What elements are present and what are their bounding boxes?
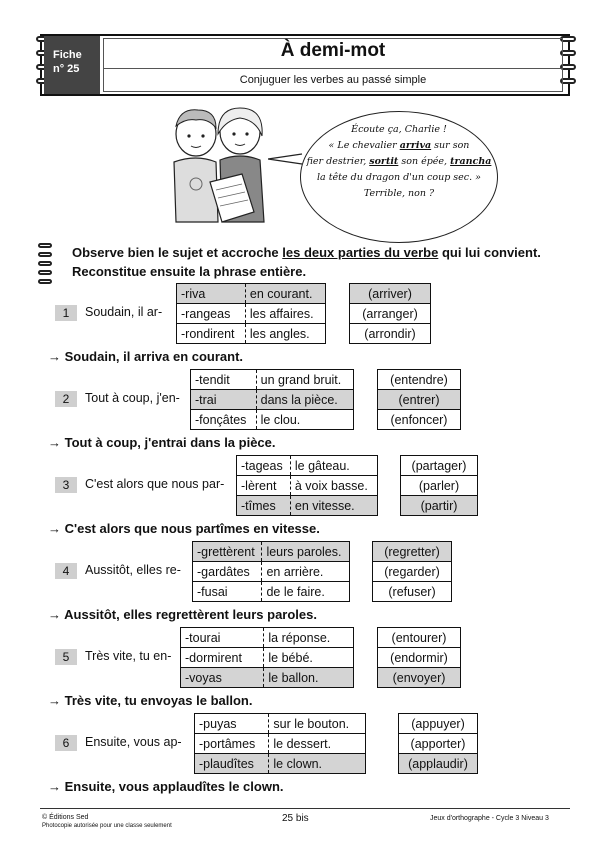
instruction-line-2: Reconstitue ensuite la phrase entière. (72, 264, 307, 279)
infinitive: (partir) (401, 496, 478, 516)
footer-page-number: 25 bis (282, 813, 309, 824)
instruction-line-1: Observe bien le sujet et accroche les deux parties du verbe qui lui convient. (72, 245, 541, 260)
ending-row[interactable]: -tourai la réponse. (181, 628, 354, 648)
instruction-rings-icon (38, 243, 56, 288)
infinitive-table (377, 369, 461, 430)
infinitive-table (372, 541, 452, 602)
infinitive: (entourer) (378, 628, 461, 648)
exercise-lead: Tout à coup, j'en- (85, 391, 180, 405)
exercise-answer: → Aussitôt, elles regrettèrent leurs paroles. (48, 607, 317, 622)
exercise-lead: Ensuite, vous ap- (85, 735, 182, 749)
infinitive: (appuyer) (399, 714, 478, 734)
bubble-line-3: fier destrier, sortit son épée, trancha (306, 156, 492, 167)
infinitive: (enfoncer) (378, 410, 461, 430)
exercise-answer: → Ensuite, vous applaudîtes le clown. (48, 779, 284, 794)
infinitive: (regretter) (373, 542, 452, 562)
bubble-line-1: Écoute ça, Charlie ! (351, 124, 447, 135)
ending-row[interactable]: -portâmes le dessert. (195, 734, 366, 754)
exercise-number: 4 (55, 563, 77, 579)
infinitive: (refuser) (373, 582, 452, 602)
title-divider (103, 68, 563, 69)
exercise-answer: → Tout à coup, j'entrai dans la pièce. (48, 435, 276, 450)
ending-row[interactable]: -plaudîtes le clown. (195, 754, 366, 774)
infinitive-table (349, 283, 431, 344)
infinitive-table (398, 713, 478, 774)
exercise-number: 6 (55, 735, 77, 751)
infinitive-table (400, 455, 478, 516)
fiche-badge (44, 36, 100, 94)
fiche-label: Fiche (53, 49, 82, 61)
ending-row[interactable]: -tîmes en vitesse. (237, 496, 378, 516)
ending-row[interactable]: -trai dans la pièce. (191, 390, 354, 410)
infinitive: (arrondir) (350, 324, 431, 344)
ending-table (194, 713, 366, 774)
ending-row[interactable]: -riva en courant. (177, 284, 326, 304)
infinitive: (endormir) (378, 648, 461, 668)
bubble-line-2: « Le chevalier arriva sur son (328, 140, 470, 151)
children-reading-illustration (158, 104, 283, 232)
ending-row[interactable]: -grettèrent leurs paroles. (193, 542, 350, 562)
ending-row[interactable]: -rangeas les affaires. (177, 304, 326, 324)
instructions (72, 243, 572, 281)
footer-series: Jeux d'orthographe - Cycle 3 Niveau 3 (430, 815, 549, 822)
ending-table (236, 455, 378, 516)
exercise-number: 3 (55, 477, 77, 493)
exercise-lead: C'est alors que nous par- (85, 477, 225, 491)
ending-row[interactable]: -tendit un grand bruit. (191, 370, 354, 390)
footer-copyright: © Éditions Sed (42, 814, 89, 821)
infinitive-table (377, 627, 461, 688)
exercise-answer: → Très vite, tu envoyas le ballon. (48, 693, 253, 708)
ending-row[interactable]: -rondirent les angles. (177, 324, 326, 344)
ending-row[interactable]: -voyas le ballon. (181, 668, 354, 688)
bubble-line-4: la tête du dragon d'un coup sec. » (317, 172, 481, 183)
infinitive: (envoyer) (378, 668, 461, 688)
speech-bubble (300, 111, 498, 243)
ending-table (176, 283, 326, 344)
ending-row[interactable]: -lèrent à voix basse. (237, 476, 378, 496)
exercise-lead: Très vite, tu en- (85, 649, 172, 663)
ending-table (190, 369, 354, 430)
ending-table (192, 541, 350, 602)
ending-table (180, 627, 354, 688)
ending-row[interactable]: -gardâtes en arrière. (193, 562, 350, 582)
ending-row[interactable]: -fusai de le faire. (193, 582, 350, 602)
infinitive: (applaudir) (399, 754, 478, 774)
footer-divider (40, 808, 570, 809)
footer-photocopy-note: Photocopie autorisée pour une classe seulement (42, 823, 172, 829)
infinitive: (arriver) (350, 284, 431, 304)
infinitive: (apporter) (399, 734, 478, 754)
exercise-number: 5 (55, 649, 77, 665)
infinitive: (regarder) (373, 562, 452, 582)
fiche-number: n° 25 (53, 63, 80, 75)
ending-row[interactable]: -dormirent le bébé. (181, 648, 354, 668)
ending-row[interactable]: -fonçâtes le clou. (191, 410, 354, 430)
page-title: À demi-mot (280, 40, 386, 61)
exercise-lead: Soudain, il ar- (85, 305, 163, 319)
exercise-number: 1 (55, 305, 77, 321)
speech-bubble-tail (268, 152, 304, 166)
infinitive: (partager) (401, 456, 478, 476)
page-subtitle: Conjuguer les verbes au passé simple (239, 74, 427, 86)
infinitive: (entendre) (378, 370, 461, 390)
infinitive: (entrer) (378, 390, 461, 410)
infinitive: (parler) (401, 476, 478, 496)
ending-row[interactable]: -puyas sur le bouton. (195, 714, 366, 734)
exercise-lead: Aussitôt, elles re- (85, 563, 181, 577)
exercise-number: 2 (55, 391, 77, 407)
exercise-answer: → C'est alors que nous partîmes en vitesse. (48, 521, 320, 536)
bubble-line-5: Terrible, non ? (363, 188, 435, 199)
ending-row[interactable]: -tageas le gâteau. (237, 456, 378, 476)
exercise-answer: → Soudain, il arriva en courant. (48, 349, 244, 364)
infinitive: (arranger) (350, 304, 431, 324)
